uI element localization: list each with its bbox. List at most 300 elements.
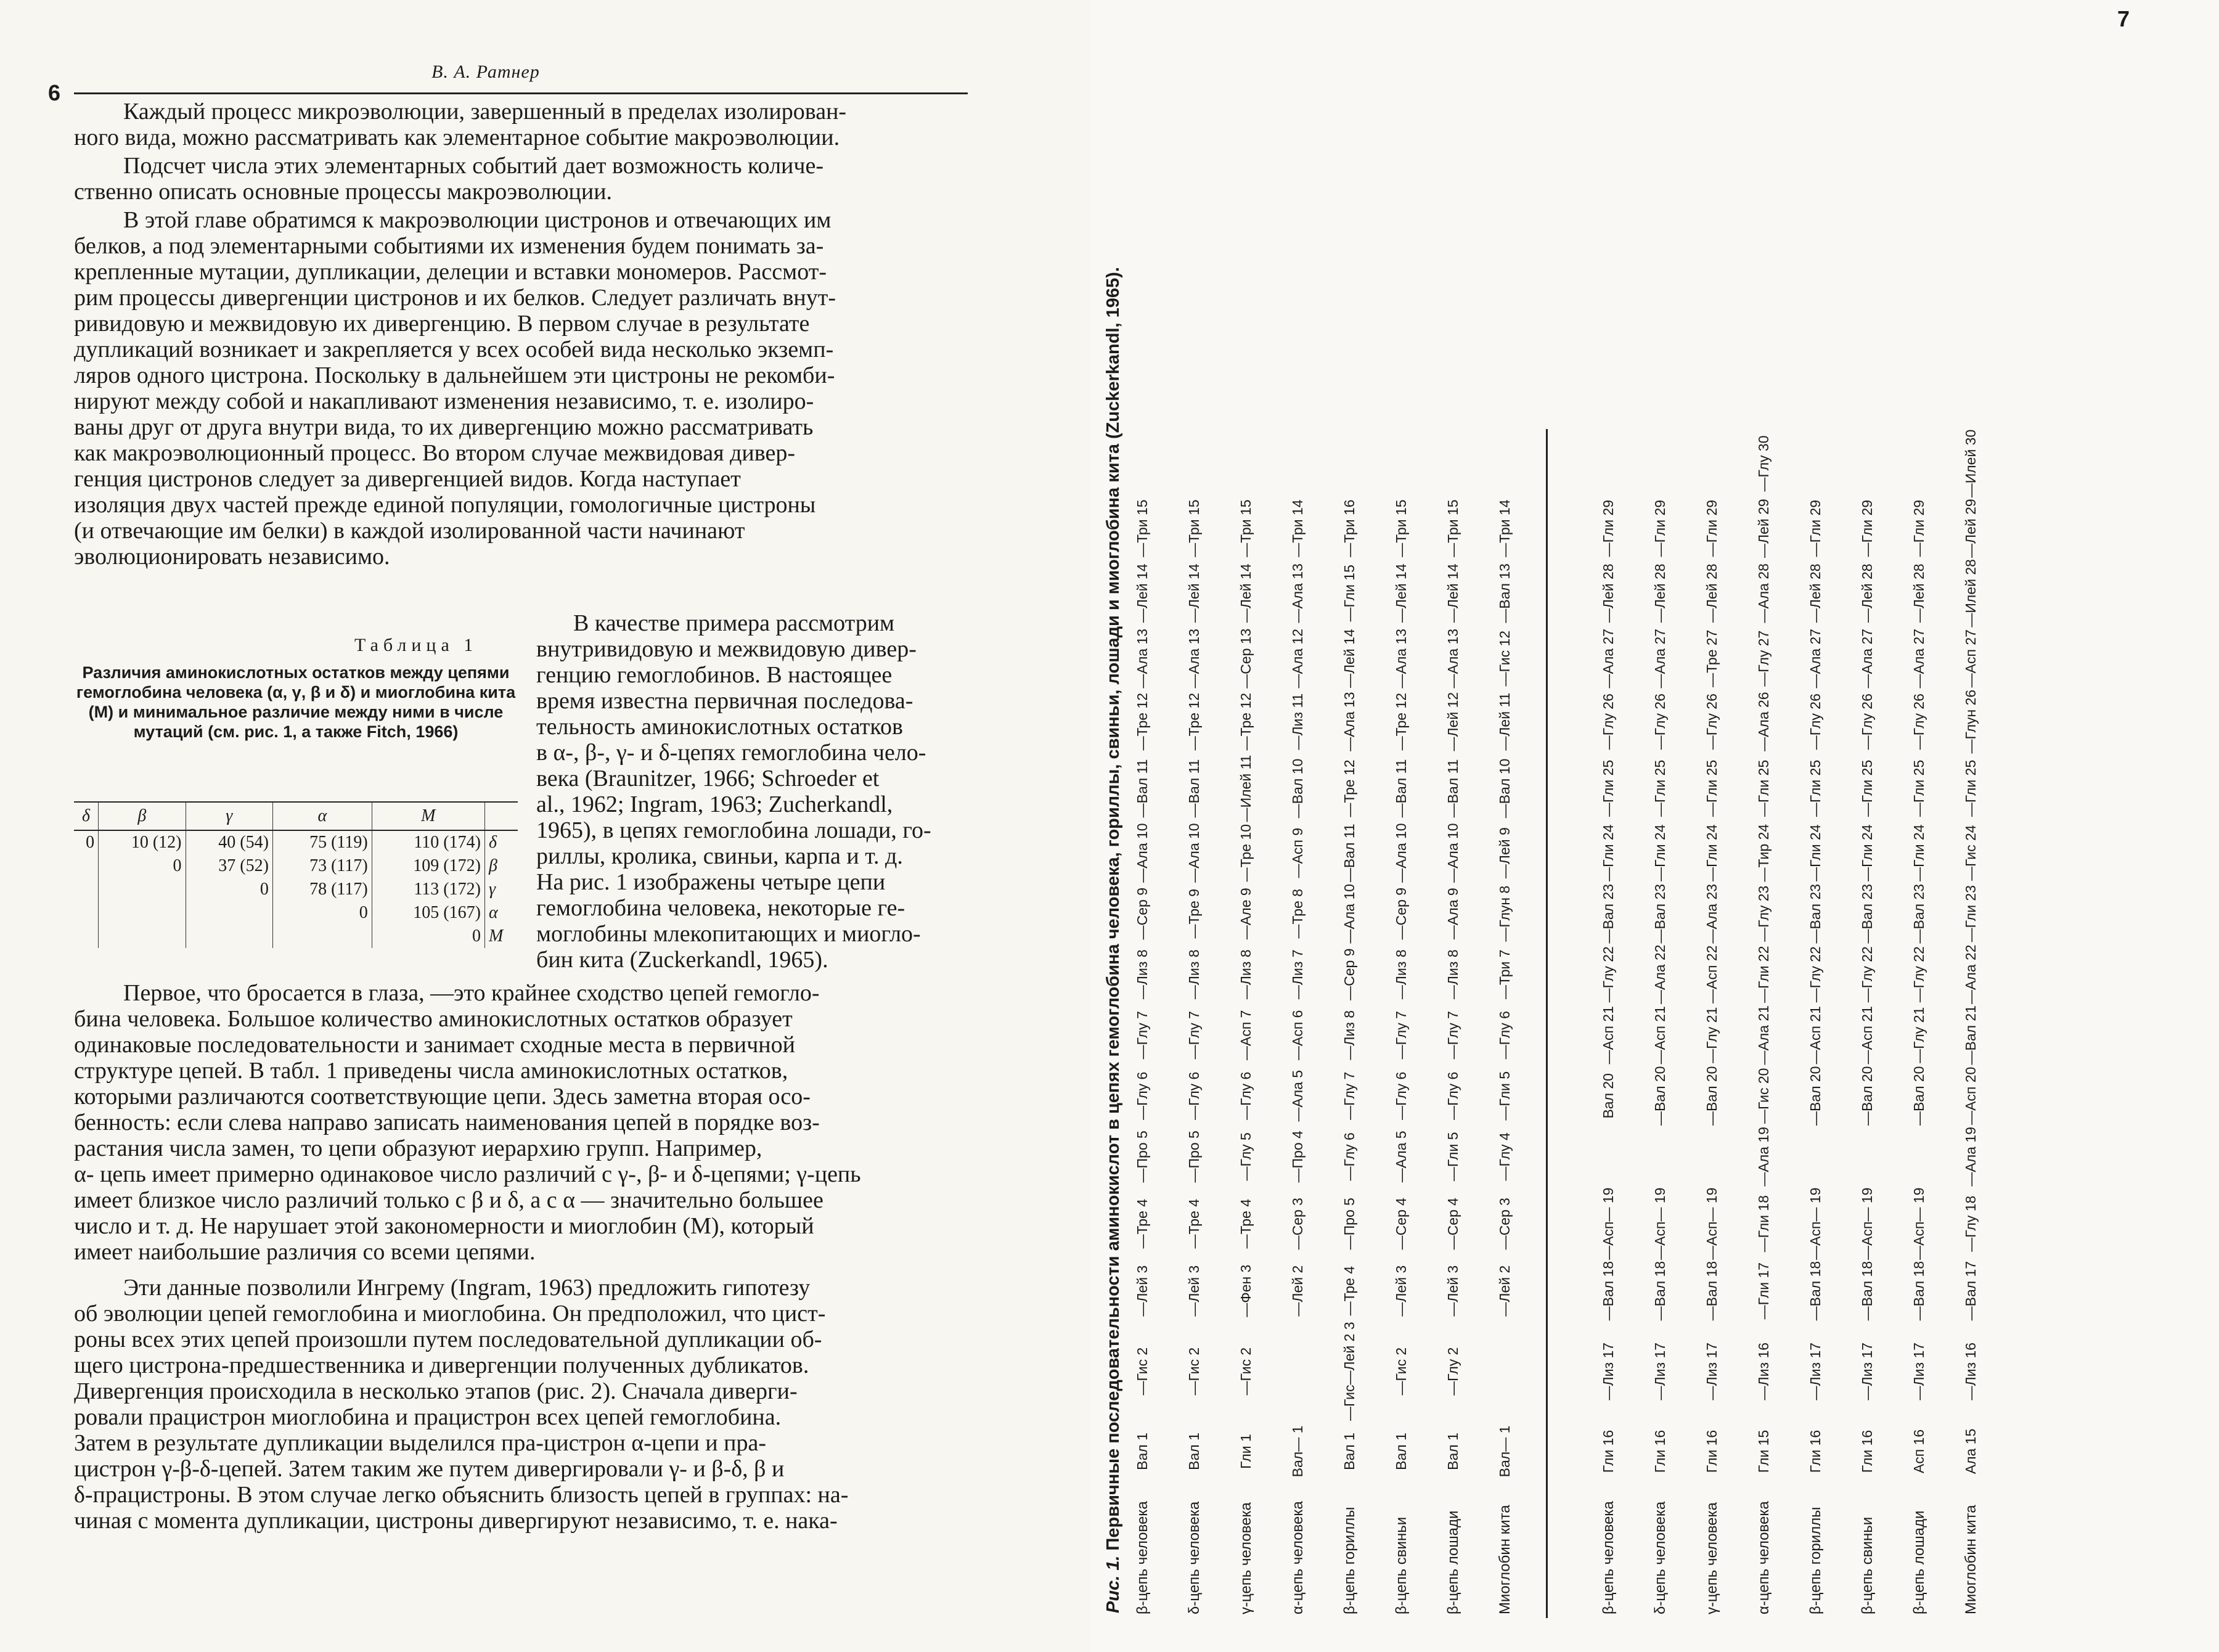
table-cell: 78 (117) bbox=[272, 878, 372, 901]
text-line: рим процессы дивергенции цистронов и их белков. Следует различать внут- bbox=[74, 285, 836, 311]
residue-cell: —Гис—Лей 2 3 bbox=[1341, 1322, 1357, 1421]
chain-label: β-цепь гориллы bbox=[1341, 1507, 1358, 1614]
residue-cell: Вал— 1 bbox=[1497, 1425, 1513, 1478]
table-cell bbox=[74, 901, 99, 925]
residue-cell: —Тре 4 bbox=[1238, 1198, 1254, 1249]
residue-cell: —Вал 18 bbox=[1859, 1261, 1875, 1321]
text-line: растания числа замен, то цепи образуют иерархию групп. Например, bbox=[74, 1135, 762, 1161]
running-head: В. А. Ратнер bbox=[431, 62, 540, 82]
residue-cell: —Глу 30 bbox=[1755, 435, 1772, 492]
residue-cell: —Лей 14 bbox=[1445, 563, 1461, 623]
table-cell: γ bbox=[488, 880, 496, 899]
residue-cell: —Гли 23 bbox=[1963, 885, 1979, 943]
text-line: Эти данные позволили Ингрему (Ingram, 1963) предложить гипотезу bbox=[123, 1275, 811, 1301]
residue-cell: —Про 5 bbox=[1341, 1198, 1357, 1250]
residue-cell: —Сер 9 bbox=[1134, 888, 1150, 940]
residue-cell: —Асп— 19 bbox=[1911, 1187, 1927, 1260]
text-line: внутривидовую и межвидовую дивер- bbox=[536, 636, 917, 662]
residue-cell: —Глу 6 bbox=[1497, 1011, 1513, 1060]
residue-cell: Гли 16 bbox=[1600, 1429, 1616, 1473]
text-line: число и т. д. Не нарушает этой закономерности и миоглобин (M), который bbox=[74, 1213, 814, 1239]
sequence-row bbox=[1443, 429, 1495, 1618]
text-line: Каждый процесс микроэволюции, завершенный в пределах изолирован- bbox=[123, 99, 847, 125]
residue-cell: —Три 15 bbox=[1134, 499, 1150, 557]
residue-cell: —Вал 20 bbox=[1911, 1066, 1927, 1126]
residue-cell: —Лиз 17 bbox=[1859, 1342, 1875, 1401]
residue-cell: —Лей 2 bbox=[1289, 1265, 1306, 1317]
residue-cell bbox=[1288, 1321, 1339, 1421]
header-rule bbox=[74, 92, 968, 94]
sequence-row bbox=[1495, 429, 1547, 1618]
residue-cell: —Лиз 8 bbox=[1393, 949, 1409, 1000]
residue-cell: —Асп 27 bbox=[1963, 629, 1979, 688]
table-cell: β bbox=[488, 856, 497, 875]
residue-cell: —Глу 5 bbox=[1238, 1132, 1254, 1181]
residue-cell: —Лиз 8 bbox=[1186, 949, 1202, 1000]
left-page-number: 6 bbox=[48, 80, 61, 105]
left-page bbox=[0, 0, 1091, 1652]
residue-cell: —Асп 20 bbox=[1963, 1066, 1979, 1125]
residue-cell: —Гли 29 bbox=[1652, 499, 1668, 557]
residue-cell: Вал 1 bbox=[1134, 1433, 1150, 1470]
table-header-row bbox=[74, 802, 518, 830]
residue-cell: —Илей 30 bbox=[1963, 429, 1979, 498]
residue-cell: —Ала 10 bbox=[1445, 823, 1461, 883]
text-line: генцию гемоглобинов. В настоящее bbox=[536, 662, 893, 688]
residue-cell: —Гис 24 bbox=[1963, 825, 1979, 881]
residue-cell: —Вал 20 bbox=[1704, 1066, 1720, 1126]
residue-cell: —Глу 23 bbox=[1755, 885, 1772, 942]
residue-cell: —Гли 24 bbox=[1600, 824, 1616, 881]
table-cell bbox=[99, 925, 186, 948]
table-cell: 0 bbox=[186, 878, 272, 901]
residue-cell: —Гли 24 bbox=[1704, 824, 1720, 881]
residue-cell: —Гли 24 bbox=[1807, 824, 1823, 881]
table-cell: 105 (167) bbox=[372, 901, 484, 925]
chain-label: β-цепь человека bbox=[1600, 1501, 1617, 1614]
text-line: об эволюции цепей гемоглобина и миоглобина. Он предположил, что цист- bbox=[74, 1301, 826, 1327]
text-line: бин кита (Zuckerkandl, 1965). bbox=[536, 947, 828, 973]
residue-cell: —Лей 11 bbox=[1497, 692, 1513, 751]
residue-cell: —Асп 9 bbox=[1289, 827, 1306, 878]
chain-label: β-цепь свиньи bbox=[1393, 1516, 1410, 1614]
text-line: ляров одного цистрона. Поскольку в дальнейшем эти цистроны не рекомби- bbox=[74, 362, 835, 388]
residue-cell: —Вал 20 bbox=[1859, 1066, 1875, 1126]
table-header: β bbox=[99, 802, 186, 830]
residue-cell: —Вал 10 bbox=[1497, 758, 1513, 819]
residue-cell: —Асп 21 bbox=[1652, 1006, 1668, 1065]
sequence-row bbox=[1184, 429, 1236, 1618]
figure-caption-prefix: Рис. 1. bbox=[1103, 1555, 1123, 1613]
residue-cell: Вал 1 bbox=[1393, 1433, 1409, 1470]
residue-cell: —Лей 12 bbox=[1445, 692, 1461, 751]
residue-cell bbox=[1598, 1126, 1650, 1187]
text-line: δ-працистроны. В этом случае легко объяснить близость цепей в группах: на- bbox=[74, 1482, 849, 1508]
residue-cell: —Лиз 17 bbox=[1807, 1342, 1823, 1401]
table-cell: 0 bbox=[74, 830, 99, 854]
residue-cell: Гли 1 bbox=[1238, 1434, 1254, 1469]
residue-cell: —Сер 3 bbox=[1289, 1198, 1306, 1250]
residue-cell: —Ала 26 bbox=[1755, 692, 1772, 751]
residue-cell: —Асп— 19 bbox=[1859, 1187, 1875, 1260]
residue-cell: —Тре 8 bbox=[1289, 888, 1306, 939]
residue-cell: —Лиз 17 bbox=[1600, 1342, 1616, 1401]
residue-cell: —Гли 24 bbox=[1911, 824, 1927, 881]
residue-cell: —Сер 4 bbox=[1393, 1198, 1409, 1250]
chain-label: δ-цепь человека bbox=[1652, 1501, 1669, 1614]
paragraph-1 bbox=[74, 99, 968, 150]
residue-cell: —Глу 22 bbox=[1911, 946, 1927, 1003]
table-cell: δ bbox=[488, 833, 497, 852]
residue-cell: —Илей 28 bbox=[1963, 559, 1979, 628]
table-header: α bbox=[272, 802, 372, 830]
residue-cell: —Гли 24 bbox=[1859, 824, 1875, 881]
residue-cell: —Вал 21 bbox=[1963, 1005, 1979, 1065]
residue-cell: —Глу 6 bbox=[1445, 1071, 1461, 1120]
residue-cell: —Вал 23 bbox=[1652, 883, 1668, 944]
residue-cell: —Вал 23 bbox=[1859, 883, 1875, 944]
sequence-row bbox=[1961, 429, 2013, 1618]
residue-cell: —Глу 6 bbox=[1134, 1071, 1150, 1120]
text-line: В этой главе обратимся к макроэволюции цистронов и отвечающих им bbox=[123, 207, 832, 233]
residue-cell: —Вал 18 bbox=[1652, 1261, 1668, 1321]
text-line: (и отвечающие им белки) в каждой изолированной части начинают bbox=[74, 518, 745, 544]
table-cell bbox=[186, 925, 272, 948]
residue-cell: —Асп 21 bbox=[1807, 1006, 1823, 1065]
residue-cell: —Гли 17 bbox=[1755, 1262, 1772, 1320]
residue-cell: —Тре 12 bbox=[1134, 692, 1150, 751]
residue-cell: —Три 7 bbox=[1497, 949, 1513, 1000]
residue-cell: —Тре 4 bbox=[1341, 1266, 1357, 1316]
residue-cell: —Тре 12 bbox=[1238, 692, 1254, 751]
text-line: ственно описать основные процессы макроэволюции. bbox=[74, 179, 613, 205]
residue-cell: —Ала 27 bbox=[1807, 628, 1823, 689]
table-cell: 110 (174) bbox=[372, 830, 484, 854]
residue-cell: —Асп 7 bbox=[1238, 1010, 1254, 1060]
residue-cell bbox=[1495, 1321, 1547, 1421]
text-line: ривидовую и межвидовую их дивергенцию. В первом случае в результате bbox=[74, 311, 810, 337]
residue-cell: —Вал 11 bbox=[1134, 759, 1150, 818]
table-cell: 73 (117) bbox=[272, 854, 372, 878]
chain-label: β-цепь лошади bbox=[1911, 1510, 1927, 1614]
text-line: На рис. 1 изображены четыре цепи bbox=[536, 869, 886, 895]
table-cell bbox=[186, 901, 272, 925]
residue-cell: —Лей 2 bbox=[1497, 1265, 1513, 1317]
residue-cell: —Тир 24 bbox=[1755, 824, 1772, 882]
text-line: ного вида, можно рассматривать как элементарное событие макроэволюции. bbox=[74, 125, 840, 150]
residue-cell: —Гли 29 bbox=[1807, 499, 1823, 557]
residue-cell: —Асп 21 bbox=[1859, 1006, 1875, 1065]
residue-cell: —Лей 3 bbox=[1393, 1265, 1409, 1317]
text-line: Затем в результате дупликации выделился пра-цистрон α-цепи и пра- bbox=[74, 1430, 766, 1456]
residue-cell: —Лей 28 bbox=[1807, 563, 1823, 623]
residue-cell: —Про 4 bbox=[1289, 1131, 1306, 1183]
text-line: эволюционировать независимо. bbox=[74, 544, 390, 570]
residue-cell: —Гис 2 bbox=[1393, 1347, 1409, 1396]
residue-cell: Гли 16 bbox=[1652, 1429, 1668, 1473]
table-title: Таблица 1 bbox=[354, 635, 478, 655]
residue-cell: —Асп 22 bbox=[1704, 945, 1720, 1004]
residue-cell: —Лей 9 bbox=[1497, 827, 1513, 879]
text-line: в α-, β-, γ- и δ-цепях гемоглобина чело- bbox=[536, 740, 926, 766]
text-line: В качестве примера рассмотрим bbox=[573, 610, 895, 636]
residue-cell: —Глу 27 bbox=[1755, 630, 1772, 687]
text-line: имеет близкое число различий только с β и δ, а с α — значительно большее bbox=[74, 1187, 823, 1213]
table-cell: 109 (172) bbox=[372, 854, 484, 878]
text-line: тельность аминокислотных остатков bbox=[536, 714, 903, 740]
residue-cell: —Глу 4 bbox=[1497, 1132, 1513, 1181]
text-line: изоляция двух частей прежде единой популяции, гомологичные цистроны bbox=[74, 492, 816, 518]
residue-cell: —Лей 14 bbox=[1341, 629, 1357, 689]
text-line: α- цепь имеет примерно одинаковое число различий с γ-, β- и δ-цепями; γ-цепь bbox=[74, 1161, 861, 1187]
right-page-number: 7 bbox=[2117, 6, 2130, 31]
sequence-row bbox=[1702, 429, 1754, 1618]
residue-cell: —Вал 18 bbox=[1600, 1261, 1616, 1321]
residue-cell: —Сер 9 bbox=[1393, 888, 1409, 940]
residue-cell: Гли 16 bbox=[1807, 1429, 1823, 1473]
residue-cell bbox=[1702, 1126, 1754, 1187]
residue-cell: —Асп— 19 bbox=[1704, 1187, 1720, 1260]
residue-cell: —Ала 23 bbox=[1704, 883, 1720, 944]
figure-caption-text: Первичные последовательности аминокислот в цепях гемоглобина человека, гориллы, свиньи, лошади и миоглобина кита (Zuckerkandl, 1965). bbox=[1103, 267, 1123, 1551]
divider-rule bbox=[1547, 429, 1598, 1618]
residue-cell: —Вал 13 bbox=[1497, 563, 1513, 623]
residue-cell: —Гли 18 bbox=[1755, 1195, 1772, 1253]
residue-cell: —Гли 15 bbox=[1341, 565, 1357, 622]
residue-cell: —Лиз 11 bbox=[1289, 693, 1306, 750]
residue-cell: —Гли 25 bbox=[1600, 759, 1616, 817]
residue-cell: —Гис 20 bbox=[1755, 1068, 1772, 1124]
table-body bbox=[74, 830, 518, 948]
residue-cell: —Глу 6 bbox=[1238, 1071, 1254, 1120]
residue-cell: —Асп 21 bbox=[1600, 1006, 1616, 1065]
residue-cell: —Вал 17 bbox=[1963, 1261, 1979, 1321]
residue-cell: —Ала 10 bbox=[1341, 883, 1357, 944]
residue-cell: —Гли 5 bbox=[1497, 1071, 1513, 1121]
sequence-row bbox=[1805, 429, 1857, 1618]
residue-cell: —Лей 29 bbox=[1963, 499, 1979, 558]
residue-cell: —Вал 11 bbox=[1186, 759, 1202, 818]
residue-cell: —Глун 26 bbox=[1963, 689, 1979, 754]
residue-cell: —Ала 12 bbox=[1289, 628, 1306, 689]
text-line: чиная с момента дупликации, цистроны дивергируют независимо, т. е. нака- bbox=[74, 1508, 838, 1534]
residue-cell: —Асп— 19 bbox=[1652, 1187, 1668, 1260]
chain-label: β-цепь гориллы bbox=[1807, 1507, 1824, 1614]
residue-cell: —Сер 13 bbox=[1238, 628, 1254, 689]
chain-label: β-цепь свиньи bbox=[1859, 1516, 1876, 1614]
text-line: бина человека. Большое количество аминокислотных остатков образует bbox=[74, 1006, 793, 1032]
table-cell: 113 (172) bbox=[372, 878, 484, 901]
residue-cell: —Ала 13 bbox=[1134, 628, 1150, 689]
text-line: роны всех этих цепей произошли путем последовательной дупликации об- bbox=[74, 1327, 822, 1352]
residue-cell: —Лиз 8 bbox=[1238, 949, 1254, 1000]
table-cell: α bbox=[488, 903, 498, 922]
residue-cell: —Ала 10 bbox=[1134, 823, 1150, 883]
residue-cell: —Гли 25 bbox=[1963, 759, 1979, 817]
text-line: Подсчет числа этих элементарных событий дает возможность количе- bbox=[123, 153, 824, 179]
chain-label: γ-цепь человека bbox=[1704, 1502, 1720, 1614]
residue-cell: —Глу 6 bbox=[1186, 1071, 1202, 1120]
sequence-row bbox=[1132, 429, 1184, 1618]
table-caption: Различия аминокислотных остатков между цепями гемоглобина человека (α, γ, β и δ) и миоглобина кита (М) и минимальное различие между ними в числе мутаций (см. рис. 1, а также Fitch, 1966) bbox=[76, 663, 516, 741]
table-header bbox=[484, 802, 518, 830]
residue-cell: —Вал 11 bbox=[1341, 824, 1357, 883]
residue-cell: —Ала 9 bbox=[1445, 888, 1461, 940]
residue-cell: —Лей 14 bbox=[1186, 563, 1202, 623]
residue-cell: —Глу 26 bbox=[1911, 693, 1927, 750]
residue-cell: —Лиз 8 bbox=[1341, 1010, 1357, 1060]
residue-cell: —Вал 20 bbox=[1652, 1066, 1668, 1126]
table-cell: 0 bbox=[99, 854, 186, 878]
residue-cell: —Ала 27 bbox=[1859, 628, 1875, 689]
residue-cell: —Глун 8 bbox=[1497, 885, 1513, 942]
text-line: бенность: если слева направо записать наименования цепей в порядке воз- bbox=[74, 1110, 820, 1135]
text-line: как макроэволюционный процесс. Во втором случае межвидовая дивер- bbox=[74, 440, 795, 466]
residue-cell: —Лиз 17 bbox=[1911, 1342, 1927, 1401]
residue-cell: —Гис 2 bbox=[1186, 1347, 1202, 1396]
text-line: цистрон γ-β-δ-цепей. Затем таким же путем дивергировали γ- и β-δ, β и bbox=[74, 1456, 785, 1482]
table-row bbox=[74, 878, 518, 901]
residue-cell: —Асп— 19 bbox=[1600, 1187, 1616, 1260]
residue-cell bbox=[1650, 1126, 1702, 1187]
sequence-row bbox=[1339, 429, 1391, 1618]
text-line: крепленные мутации, дупликации, делеции и вставки мономеров. Рассмот- bbox=[74, 259, 827, 285]
residue-cell: Гли 16 bbox=[1704, 1429, 1720, 1473]
residue-cell: —Гли 25 bbox=[1911, 759, 1927, 817]
residue-cell: —Ала 19 bbox=[1963, 1127, 1979, 1187]
table-cell: 10 (12) bbox=[99, 830, 186, 854]
paragraph-3 bbox=[74, 207, 968, 570]
residue-cell: —Фен 3 bbox=[1238, 1264, 1254, 1317]
residue-cell: —Глу 18 bbox=[1963, 1195, 1979, 1252]
residue-cell: —Глу 22 bbox=[1600, 946, 1616, 1003]
residue-cell: —Гис 2 bbox=[1134, 1347, 1150, 1396]
residue-cell: —Гли 29 bbox=[1859, 499, 1875, 557]
sequence-row bbox=[1909, 429, 1961, 1618]
differences-table bbox=[74, 801, 518, 948]
residue-cell: —Гли 22 bbox=[1755, 946, 1772, 1003]
chain-label: α-цепь человека bbox=[1755, 1501, 1772, 1614]
residue-cell: —Але 9 bbox=[1238, 888, 1254, 940]
residue-cell: —Ала 19 bbox=[1755, 1127, 1772, 1187]
residue-cell: —Глу 7 bbox=[1445, 1011, 1461, 1060]
residue-cell: —Ала 13 bbox=[1341, 692, 1357, 751]
table-cell: 37 (52) bbox=[186, 854, 272, 878]
residue-cell: —Гли 25 bbox=[1755, 759, 1772, 817]
residue-cell: —Лей 14 bbox=[1238, 563, 1254, 623]
residue-cell: —Лей 28 bbox=[1859, 563, 1875, 623]
residue-cell: Ала 15 bbox=[1963, 1428, 1979, 1474]
residue-cell: —Лей 3 bbox=[1186, 1265, 1202, 1317]
chain-label: β-цепь человека bbox=[1134, 1501, 1151, 1614]
sequence-row bbox=[1288, 429, 1339, 1618]
table-row bbox=[74, 925, 518, 948]
residue-cell bbox=[1805, 1126, 1857, 1187]
table-cell: 40 (54) bbox=[186, 830, 272, 854]
residue-cell: —Глу 7 bbox=[1393, 1011, 1409, 1060]
residue-cell: —Лиз 16 bbox=[1755, 1342, 1772, 1401]
residue-cell: —Три 16 bbox=[1341, 499, 1357, 557]
residue-cell bbox=[1909, 1126, 1961, 1187]
table-header: γ bbox=[186, 802, 272, 830]
text-line: ровали працистрон миоглобина и працистрон всех цепей гемоглобина. bbox=[74, 1404, 782, 1430]
residue-cell: —Тре 10 bbox=[1238, 824, 1254, 882]
sequence-row bbox=[1754, 429, 1805, 1618]
residue-cell: —Тре 4 bbox=[1134, 1198, 1150, 1249]
text-line: белков, а под элементарными событиями их изменения будем понимать за- bbox=[74, 233, 824, 259]
residue-cell: —Ала 22 bbox=[1963, 944, 1979, 1004]
residue-cell bbox=[1857, 1126, 1909, 1187]
sequence-table-body bbox=[1132, 429, 2013, 1618]
residue-cell: —Ала 13 bbox=[1393, 628, 1409, 689]
table-row bbox=[74, 854, 518, 878]
paragraph-4 bbox=[536, 610, 968, 973]
residue-cell: —Вал 18 bbox=[1911, 1261, 1927, 1321]
residue-cell: —Глу 22 bbox=[1807, 946, 1823, 1003]
residue-cell: —Ала 13 bbox=[1186, 628, 1202, 689]
residue-cell: —Глу 21 bbox=[1911, 1007, 1927, 1063]
residue-cell: —Гли 25 bbox=[1704, 759, 1720, 817]
residue-cell: —Ала 10 bbox=[1186, 823, 1202, 883]
residue-cell: —Гли 25 bbox=[1652, 759, 1668, 817]
text-line: Дивергенция происходила в несколько этапов (рис. 2). Сначала диверги- bbox=[74, 1378, 798, 1404]
residue-cell: —Лей 14 bbox=[1393, 563, 1409, 623]
paragraph-6 bbox=[74, 1275, 968, 1534]
residue-cell: —Сер 3 bbox=[1497, 1198, 1513, 1250]
residue-cell: —Три 15 bbox=[1393, 499, 1409, 557]
residue-cell: —Гли 25 bbox=[1807, 759, 1823, 817]
sequence-table bbox=[1132, 429, 2013, 1618]
sequence-row bbox=[1857, 429, 1909, 1618]
residue-cell: —Лей 28 bbox=[1652, 563, 1668, 623]
residue-cell: —Ала 5 bbox=[1289, 1069, 1306, 1122]
text-line: риллы, кролика, свиньи, карпа и т. д. bbox=[536, 843, 903, 869]
residue-cell: —Вал 11 bbox=[1393, 759, 1409, 818]
residue-cell: —Лиз 8 bbox=[1134, 949, 1150, 1000]
residue-cell: —Лей 14 bbox=[1134, 563, 1150, 623]
residue-cell: —Глу 6 bbox=[1341, 1132, 1357, 1181]
table-cell bbox=[74, 854, 99, 878]
residue-cell: Вал 1 bbox=[1341, 1433, 1357, 1470]
residue-cell: —Асп 6 bbox=[1289, 1010, 1306, 1060]
text-line: время известна первичная последова- bbox=[536, 688, 913, 714]
chain-label: β-цепь лошади bbox=[1445, 1510, 1461, 1614]
residue-cell: —Глу 26 bbox=[1807, 693, 1823, 750]
table-cell bbox=[74, 925, 99, 948]
chain-label: γ-цепь человека bbox=[1238, 1502, 1254, 1614]
text-line: нируют между собой и накапливают изменения независимо, т. е. изолиро- bbox=[74, 388, 814, 414]
text-line: дупликаций возникает и закрепляется у всех особей вида несколько экземп- bbox=[74, 337, 834, 362]
residue-cell: —Асп— 19 bbox=[1807, 1187, 1823, 1260]
residue-cell: —Вал 23 bbox=[1911, 883, 1927, 944]
paragraph-2 bbox=[74, 153, 968, 205]
residue-cell: —Вал 23 bbox=[1807, 883, 1823, 944]
figure-caption bbox=[1103, 62, 1124, 1618]
table-cell: 0 bbox=[272, 901, 372, 925]
residue-cell: —Гли 24 bbox=[1652, 824, 1668, 881]
residue-cell: —Лиз 17 bbox=[1704, 1342, 1720, 1401]
residue-cell: —Ала 13 bbox=[1289, 563, 1306, 623]
residue-cell: —Лей 3 bbox=[1134, 1265, 1150, 1317]
residue-cell: —Глу 26 bbox=[1859, 693, 1875, 750]
sequence-row bbox=[1391, 429, 1443, 1618]
residue-cell: —Гли 29 bbox=[1600, 499, 1616, 557]
residue-cell: —Лиз 17 bbox=[1652, 1342, 1668, 1401]
residue-cell: Гли 16 bbox=[1859, 1429, 1875, 1473]
table-cell: 75 (119) bbox=[272, 830, 372, 854]
text-line: которыми различаются соответствующие цепи. Здесь заметна вторая осо- bbox=[74, 1084, 811, 1110]
residue-cell: —Ала 5 bbox=[1393, 1131, 1409, 1183]
